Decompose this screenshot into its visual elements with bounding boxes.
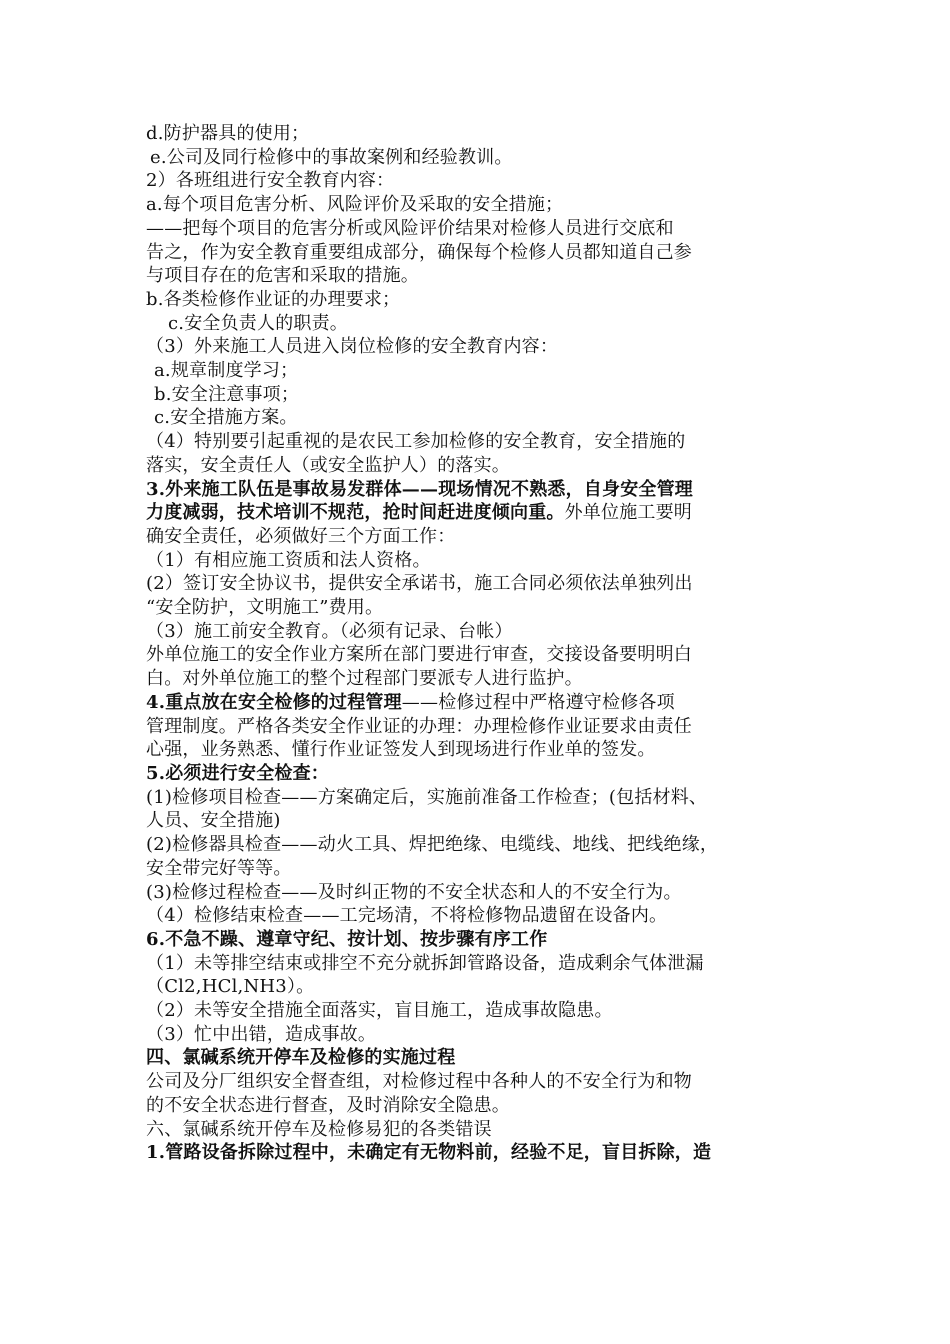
text-line bbox=[146, 691, 810, 715]
text-line: 1.管路设备拆除过程中，未确定有无物料前，经验不足，盲目拆除，造 bbox=[146, 1142, 712, 1164]
text-line: 与项目存在的危害和采取的措施。 bbox=[146, 265, 419, 287]
text-line: 公司及分厂组织安全督查组，对检修过程中各种人的不安全行为和物 bbox=[146, 1071, 692, 1093]
text-line: （3）施工前安全教育。（必须有记录、台帐） bbox=[146, 620, 513, 642]
text-line: c.安全措施方案。 bbox=[154, 407, 298, 429]
text-line: （4）特别要引起重视的是农民工参加检修的安全教育，安全措施的 bbox=[146, 431, 686, 453]
text-line: (2）签订安全协议书，提供安全承诺书，施工合同必须依法单独列出 bbox=[146, 573, 693, 595]
text-line: c.安全负责人的职责。 bbox=[168, 312, 349, 334]
text-line: 确安全责任，必须做好三个方面工作： bbox=[146, 525, 456, 547]
text-line: 5.必须进行安全检查： bbox=[146, 762, 329, 784]
text-line: 安全带完好等等。 bbox=[146, 857, 292, 879]
text-line: （Cl2,HCl,NH3）。 bbox=[146, 976, 315, 998]
text-line: （3）外来施工人员进入岗位检修的安全教育内容： bbox=[146, 336, 559, 358]
text-segment: 外单位施工要明 bbox=[564, 502, 693, 524]
text-line: a.每个项目危害分析、风险评价及采取的安全措施； bbox=[146, 194, 564, 216]
text-line: 四、氯碱系统开停车及检修的实施过程 bbox=[146, 1047, 456, 1069]
text-segment: ——检修过程中严格遵守检修各项 bbox=[401, 691, 675, 713]
text-line: （2）未等安全措施全面落实，盲目施工，造成事故隐患。 bbox=[146, 1000, 613, 1022]
text-line: 人员、安全措施) bbox=[146, 810, 281, 832]
text-segment: 4.重点放在安全检修的过程管理 bbox=[146, 691, 402, 713]
text-line: b.各类检修作业证的办理要求； bbox=[146, 288, 401, 310]
text-line: a.规章制度学习； bbox=[154, 360, 299, 382]
text-line: 2）各班组进行安全教育内容： bbox=[146, 170, 395, 192]
text-line: d.防护器具的使用； bbox=[146, 123, 310, 144]
text-line: b.安全注意事项； bbox=[154, 383, 300, 405]
text-line: (1)检修项目检查——方案确定后，实施前准备工作检查；(包括材料、 bbox=[146, 786, 708, 808]
text-line: 6.不急不躁、遵章守纪、按计划、按步骤有序工作 bbox=[146, 928, 548, 950]
text-line: 管理制度。严格各类安全作业证的办理：办理检修作业证要求由责任 bbox=[146, 715, 692, 737]
text-line: 告之，作为安全教育重要组成部分，确保每个检修人员都知道自己参 bbox=[146, 241, 692, 263]
text-line: 的不安全状态进行督查，及时消除安全隐患。 bbox=[146, 1094, 510, 1116]
text-line: 六、氯碱系统开停车及检修易犯的各类错误 bbox=[146, 1118, 492, 1140]
text-line bbox=[146, 501, 810, 525]
text-line: ——把每个项目的危害分析或风险评价结果对检修人员进行交底和 bbox=[146, 217, 674, 239]
text-line: （4）检修结束检查——工完场清，不将检修物品遗留在设备内。 bbox=[146, 905, 668, 927]
text-line: (2)检修器具检查——动火工具、焊把绝缘、电缆线、地线、把线绝缘， bbox=[146, 834, 719, 856]
text-line: （1）有相应施工资质和法人资格。 bbox=[146, 549, 431, 571]
text-line: （1）未等排空结束或排空不充分就拆卸管路设备，造成剩余气体泄漏 bbox=[146, 952, 704, 974]
text-line: e.公司及同行检修中的事故案例和经验教训。 bbox=[150, 146, 513, 168]
text-line: 白。对外单位施工的整个过程部门要派专人进行监护。 bbox=[146, 668, 583, 690]
text-line: (3)检修过程检查——及时纠正物的不安全状态和人的不安全行为。 bbox=[146, 881, 682, 903]
text-line: 外单位施工的安全作业方案所在部门要进行审查，交接设备要明明白 bbox=[146, 644, 692, 666]
text-line: 心强，业务熟悉、懂行作业证签发人到现场进行作业单的签发。 bbox=[146, 739, 656, 761]
text-line: （3）忙中出错，造成事故。 bbox=[146, 1023, 377, 1045]
text-line: 落实，安全责任人（或安全监护人）的落实。 bbox=[146, 454, 510, 476]
text-segment: 力度减弱，技术培训不规范，抢时间赶进度倾向重。 bbox=[146, 502, 565, 524]
text-line: 3.外来施工队伍是事故易发群体——现场情况不熟悉，自身安全管理 bbox=[146, 478, 693, 500]
text-line: “安全防护，文明施工”费用。 bbox=[146, 597, 384, 619]
